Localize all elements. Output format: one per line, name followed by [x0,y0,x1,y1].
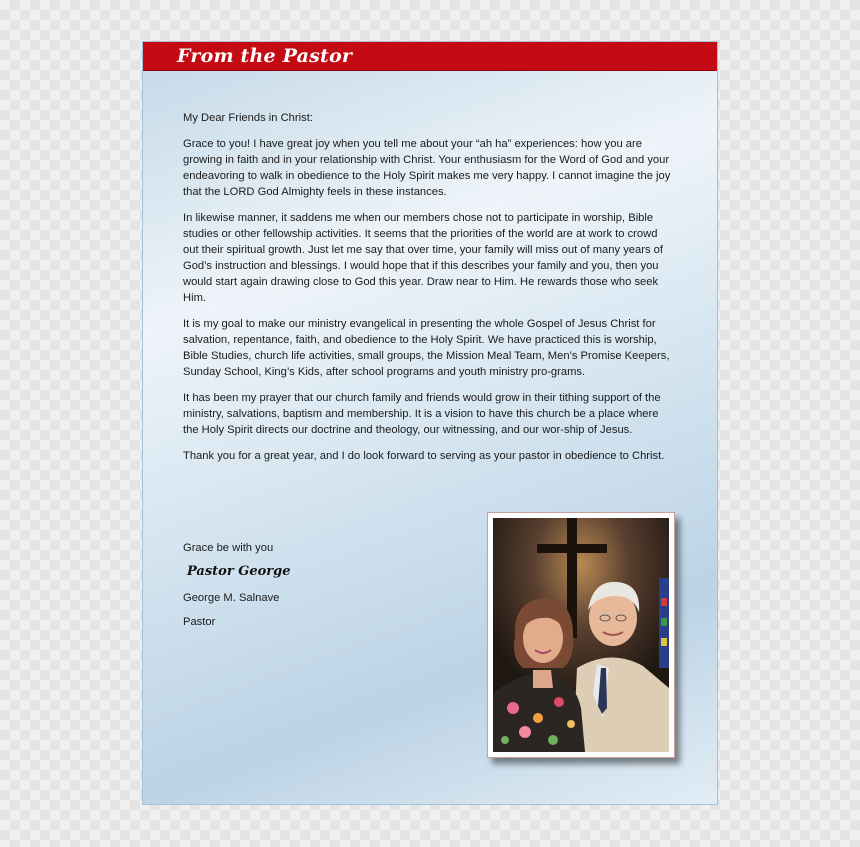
closing-greeting: Grace be with you [183,542,274,554]
letter-paragraph-5: Thank you for a great year, and I do look forward to serving as your pastor in obedience to Christ. [183,450,665,462]
letter-closing [183,540,383,630]
pastor-letter [183,110,673,474]
letter-paragraph-2: In likewise manner, it saddens me when our members chose not to participate in worship, Bible studies or other fellowship activities. It seems that the priorities of the world are at work to crowd out their spiritual growth. Just let me say that over time, your family will miss out of many years of God’s instruction and blessings. I would hope that if this describes your family and you, then you would start again drawing close to God this year. Draw near to Him. He rewards those who seek Him. [183,212,663,304]
letter-salutation: My Dear Friends in Christ: [183,112,313,124]
pastor-signature: Pastor George [187,564,291,579]
letter-paragraph-3: It is my goal to make our ministry evangelical in presenting the whole Gospel of Jesus Christ for salvation, repentance, faith, and obedience to the Holy Spirit. We have practiced this is worship, Bible Studies, church life activities, small groups, the Mission Meal Team, Men’s Promise Keepers, Sunday School, King’s Kids, after school programs and youth ministry pro-grams. [183,318,670,378]
newsletter-page [142,41,718,805]
letter-paragraph-1: Grace to you! I have great joy when you tell me about your “ah ha” experiences: how you are growing in faith and in your relationship with Christ. Your enthusiasm for the Word of God and your endeavoring to walk in obedience to the Holy Spirit makes me very happy. I cannot imagine the joy that the LORD God Almighty feels in these instances. [183,138,671,198]
header-bar [143,42,717,71]
pastor-role: Pastor [183,616,216,628]
pastor-name: George M. Salnave [183,592,280,604]
pastor-photo [493,518,669,752]
pastor-photo-frame [487,512,675,758]
letter-paragraph-4: It has been my prayer that our church family and friends would grow in their tithing support of the ministry, salvations, baptism and membership. It is a vision to have this church be a place where the Holy Spirit directs our doctrine and theology, our witnessing, and our wor-ship of Jesus. [183,392,661,436]
page-title: From the Pastor [177,45,353,67]
